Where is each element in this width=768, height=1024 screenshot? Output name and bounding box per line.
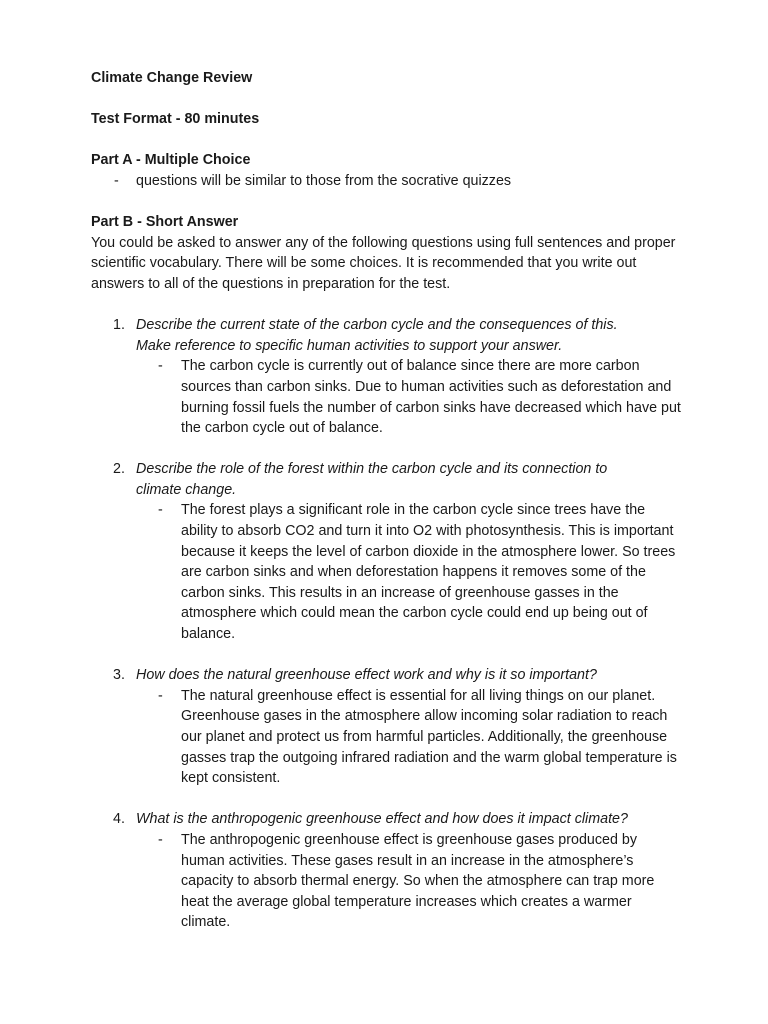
document-page — [91, 68, 691, 954]
answer-body: The natural greenhouse effect is essential for all living things on our planet. Greenhouse gases in the atmosphere allow incoming solar radiation to reach our planet and protect us from harmful particles. Additionally, the greenhouse gasses trap the outgoing infrared radiation and the warm global temperature is kept consistent. — [181, 687, 677, 787]
question-number: 2. — [113, 461, 125, 478]
question-item-1 — [91, 315, 691, 439]
question-text: What is the anthropogenic greenhouse effect and how does it impact climate? — [136, 811, 628, 828]
test-format-heading: Test Format - 80 minutes — [91, 111, 260, 128]
answer-text — [136, 500, 681, 644]
question-number: 3. — [113, 667, 125, 684]
answer-body: The carbon cycle is currently out of balance since there are more carbon sources than carbon sinks. Due to human activities such as deforestation and burning fossil fuels the number of carbon sinks have decreased which have put the carbon cycle out of balance. — [181, 358, 681, 437]
part-b-intro: You could be asked to answer any of the following questions using full sentences and proper scientific vocabulary. There will be some choices. It is recommended that you write out answers to all of the questions in preparation for the test. — [91, 234, 676, 292]
part-a-item: - questions will be similar to those from the socrative quizzes — [91, 171, 691, 192]
question-number: 4. — [113, 811, 125, 828]
question-text: How does the natural greenhouse effect work and why is it so important? — [136, 667, 597, 684]
part-b-heading: Part B - Short Answer — [91, 214, 239, 231]
question-item-2 — [91, 459, 691, 644]
question-text: Describe the current state of the carbon cycle and the consequences of this. Make reference to specific human activities to support your answer. — [136, 317, 618, 354]
question-text: Describe the role of the forest within the carbon cycle and its connection to climate change. — [136, 461, 608, 498]
answer-text — [136, 356, 681, 438]
question-item-4 — [91, 809, 691, 933]
answer-dash: - — [158, 687, 163, 704]
answer-body: The anthropogenic greenhouse effect is greenhouse gases produced by human activities. These gases result in an increase in the atmosphere’s capacity to absorb thermal energy. So when the atmosphere can trap more heat the average global temperature increases which creates a warmer climate. — [181, 831, 655, 931]
answer-text — [136, 830, 681, 933]
answer-text — [136, 686, 681, 789]
question-list — [91, 315, 691, 933]
question-item-3 — [91, 665, 691, 789]
answer-dash: - — [158, 502, 163, 519]
document-title: Climate Change Review — [91, 70, 253, 86]
question-number: 1. — [113, 317, 125, 334]
answer-dash: - — [158, 358, 163, 375]
answer-dash: - — [158, 831, 163, 848]
part-a-heading: Part A - Multiple Choice — [91, 152, 251, 169]
part-a-list — [91, 171, 691, 192]
answer-body: The forest plays a significant role in the carbon cycle since trees have the ability to absorb CO2 and turn it into O2 with photosynthesis. This is important because it keeps the level of carbon dioxide in the atmosphere lower. So trees are carbon sinks and when deforestation happens it removes some of the carbon sinks. This results in an increase of greenhouse gasses in the atmosphere which could mean the carbon cycle could end up being out of balance. — [181, 502, 676, 643]
